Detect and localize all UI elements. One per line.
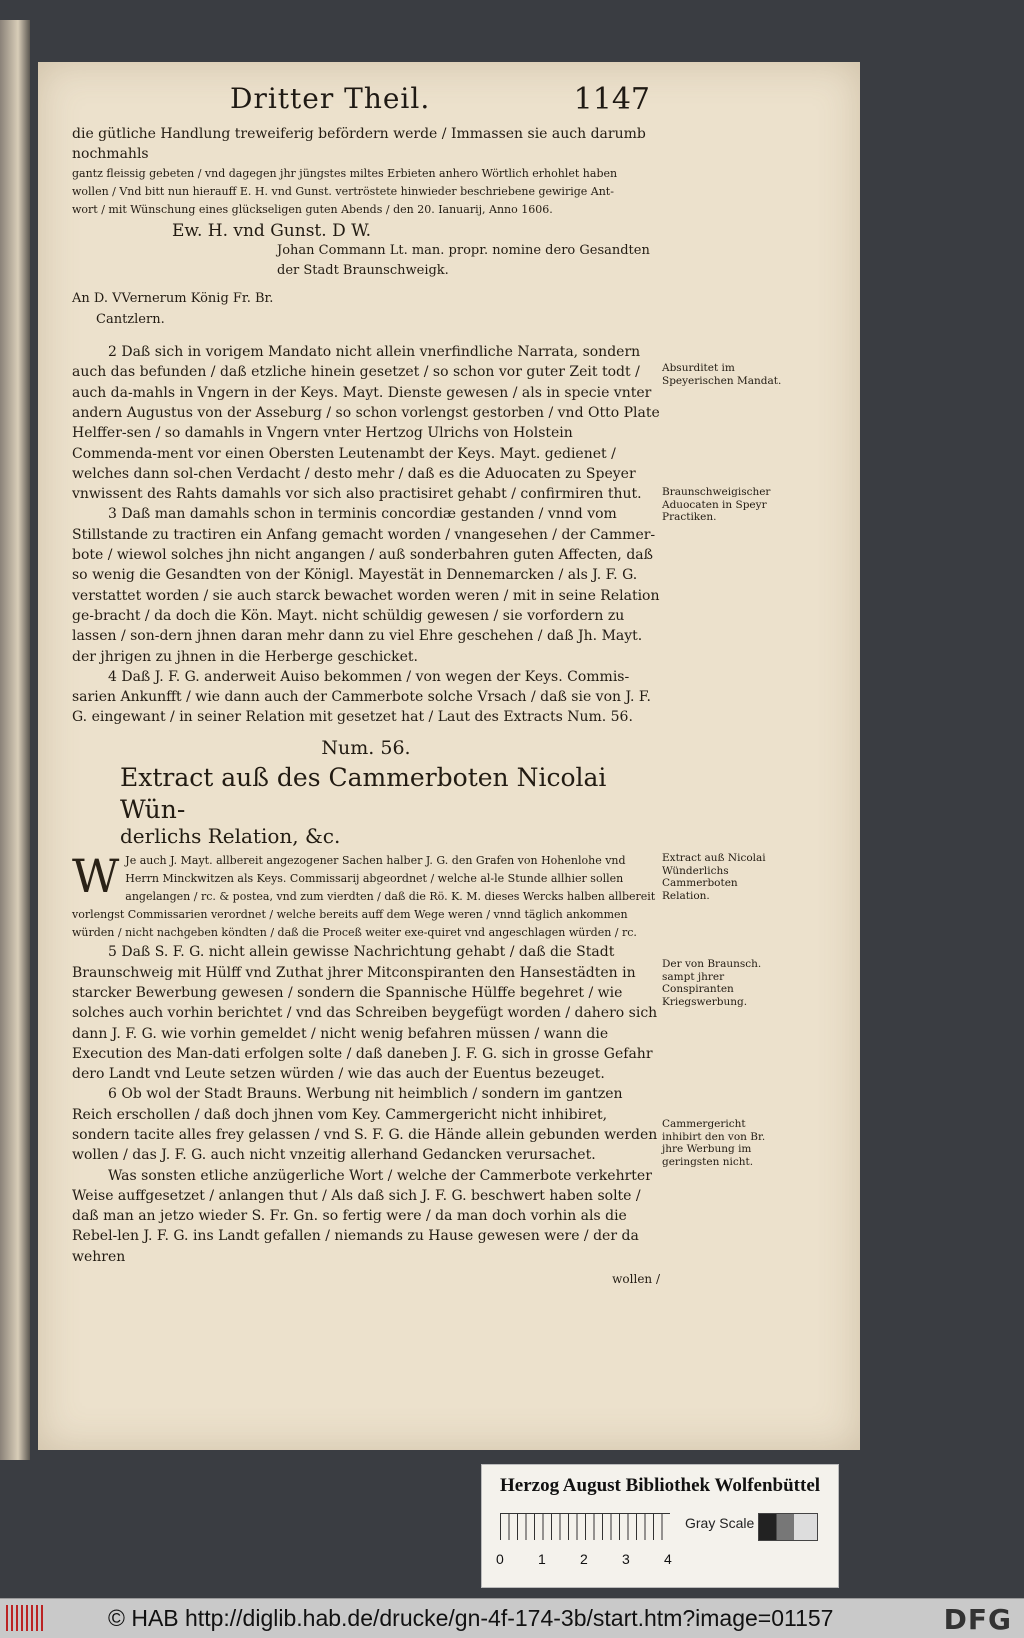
barcode-icon bbox=[6, 1605, 46, 1631]
gray-scale-swatches bbox=[758, 1513, 818, 1541]
footer-bar bbox=[0, 1598, 1024, 1638]
signature-salutation: Ew. H. vnd Gunst. D W. bbox=[172, 220, 372, 241]
extract-title-1: Extract auß des Cammerboten Nicolai Wün- bbox=[120, 763, 607, 825]
extract-dropcap: W bbox=[72, 849, 120, 904]
margin-note-5: Cammergericht inhibirt den von Br. jhre Werbung im geringsten nicht. bbox=[662, 1118, 766, 1168]
margin-note-3: Extract auß Nicolai Wünderlichs Cammerboten Relation. bbox=[662, 852, 766, 902]
signature-name-1: Johan Commann Lt. man. propr. nomine dero Gesandten bbox=[277, 242, 650, 258]
ruler-numbers bbox=[496, 1551, 686, 1569]
extract-paragraph bbox=[72, 849, 660, 942]
extract-text: Je auch J. Mayt. allbereit angezogener Sachen halber J. G. den Grafen von Hohenlohe vnd Herrn Minckwitzen als Keys. Commissarij abgeordnet / welche al-le Stunde allhier sollen angelangen / rc. & postea, vnd zum vierdten / daß die Rö. K. M. dieses Wercks halben allbereit vorlengst Commissarien verordnet / welche bereits auff dem Wege weren / vnnd täglich ankommen würden / nicht nachgeben köndten / daß die Proceß weiter exe-quiret vnd angeschlagen würden / rc. bbox=[72, 854, 656, 940]
header-title: Dritter Theil. bbox=[230, 82, 431, 115]
extract-title-2: derlichs Relation, &c. bbox=[120, 824, 341, 849]
paragraph-3: 3 Daß man damahls schon in terminis concordiæ gestanden / vnnd vom Stillstande zu tractiren ein Anfang gemacht worden / vnangesehen / der Cammer-bote / wiewol solches jhn nicht angangen / auß sonderbahren guten Affecten, daß so wenig die Gesandten von der Königl. Mayestät in Dennemarcken / als J. F. G. verstattet worden / sie auch starck bewachet worden weren / mit in seine Relation ge-bracht / da doch die Kön. Mayt. nicht schüldig gewesen / sie vorfordern zu lassen / son-dern jhnen daran mehr dann zu viel Ehre geschehen / daß Jh. Mayt. der jhrigen zu jhnen in die Herberge geschicket. bbox=[72, 506, 660, 665]
ruler-number: 4 bbox=[664, 1551, 672, 1567]
margin-note-1: Absurditet im Speyerischen Mandat. bbox=[662, 362, 782, 387]
margin-note-2: Braunschweigischer Aduocaten in Speyr Practiken. bbox=[662, 486, 771, 523]
paragraph-7: Was sonsten etliche anzügerliche Wort / welche der Cammerbote verkehrter Weise auffgesetzet / anlangen thut / Als daß sich J. F. G. beschwert haben solte / daß man an jetzo wieder S. Fr. Gn. so fertig were / da man doch vorhin als die Rebel-len J. F. G. ins Landt gefallen / niemands zu Hause gewesen were / der da wehren bbox=[72, 1167, 652, 1265]
ruler-icon bbox=[500, 1513, 670, 1540]
opening-line-2: gantz fleissig gebeten / vnd dagegen jhr jüngstes miltes Erbieten anhero Wörtlich erhohlet haben bbox=[72, 166, 618, 180]
catchword: wollen / bbox=[612, 1272, 660, 1287]
page-number: 1147 bbox=[573, 82, 650, 117]
margin-note-4: Der von Braunsch. sampt jhrer Conspiranten Kriegswerbung. bbox=[662, 958, 762, 1008]
num-heading: Num. 56. bbox=[321, 736, 411, 759]
ruler-number: 3 bbox=[622, 1551, 630, 1567]
color-scale-plate bbox=[481, 1464, 839, 1588]
paragraph-5: 5 Daß S. F. G. nicht allein gewisse Nachrichtung gehabt / daß die Stadt Braunschweig mit Hülff vnd Zuthat jhrer Mitconspiranten den Hansestädten in starcker Bewerbung gewesen / sondern die Spannische Hülffe begehret / wie solches auch vorhin berichtet / vnd das Schreiben beygefügt worden / dahero sich dann J. F. G. wie vorhin gemeldet / nicht wenig befahren müssen / wann die Execution des Man-dati erfolgen solte / daß daneben J. F. G. sich in grosse Gefahr dero Landt vnd Leute setzen würden / wie das auch der Euentus bezeuget. bbox=[72, 944, 658, 1083]
gray-scale-label: Gray Scale bbox=[685, 1515, 755, 1531]
main-text-block bbox=[72, 124, 660, 1289]
opening-line-1: die gütliche Handlung treweiferig befördern werde / Immassen sie auch darumb nochmahls bbox=[72, 126, 646, 163]
source-link[interactable]: © HAB http://diglib.hab.de/drucke/gn-4f-174-3b/start.htm?image=01157 bbox=[108, 1605, 834, 1631]
paragraph-2: 2 Daß sich in vorigem Mandato nicht allein vnerfindliche Narrata, sondern auch das befunden / daß etzliche hinein gesetzet / so schon vor guter Zeit todt / auch da-mahls in Vngern in der Keys. Mayt. Dienste gewesen / als in specie vnter andern Augustus von der Asseburg / so schon vorlengst gestorben / vnd Otto Plate Helffer-sen / so damahls in Vngern vnter Hertzog Ulrichs von Holstein Commenda-ment vor einen Obersten Leutenambt der Keys. Mayt. gedienet / welches dann sol-chen Verdacht / desto mehr / daß es die Aduocaten zu Speyer vnwissent des Rahts damahls vor sich also practisiret gehabt / confirmiren thut. bbox=[72, 344, 660, 503]
library-name: Herzog August Bibliothek Wolfenbüttel bbox=[500, 1475, 821, 1496]
adjacent-page-edge bbox=[0, 20, 30, 1460]
opening-line-3: wollen / Vnd bitt nun hierauff E. H. vnd Gunst. vertröstete hinwieder beschriebene gewirige Ant- bbox=[72, 184, 614, 198]
dfg-logo: DFG bbox=[943, 1603, 1012, 1636]
addressee-line-2: Cantzlern. bbox=[96, 311, 165, 327]
signature-name-2: der Stadt Braunschweigk. bbox=[277, 263, 449, 279]
ruler-number: 0 bbox=[496, 1551, 504, 1567]
running-header bbox=[230, 82, 650, 122]
addressee-line-1: An D. VVernerum König Fr. Br. bbox=[72, 291, 274, 307]
opening-line-4: wort / mit Wünschung eines glückseligen guten Abends / den 20. Ianuarij, Anno 1606. bbox=[72, 202, 553, 216]
paragraph-4: 4 Daß J. F. G. anderweit Auiso bekommen / von wegen der Keys. Commis-sarien Ankunfft / wie dann auch der Cammerbote solche Vrsach / daß sie von J. F. G. eingewant / in seiner Relation mit gesetzet hat / Laut des Extracts Num. 56. bbox=[72, 668, 651, 726]
paragraph-6: 6 Ob wol der Stadt Brauns. Werbung nit heimblich / sondern im gantzen Reich erschollen / daß doch jhnen vom Key. Cammergericht nicht inhibiret, sondern tacite alles frey gelassen / vnd S. F. G. die Hände allein gebunden werden wollen / das J. F. G. auch nicht vnzeitig allerhand Gedancken verursachet. bbox=[72, 1086, 658, 1164]
ruler-number: 1 bbox=[538, 1551, 546, 1567]
ruler-number: 2 bbox=[580, 1551, 588, 1567]
